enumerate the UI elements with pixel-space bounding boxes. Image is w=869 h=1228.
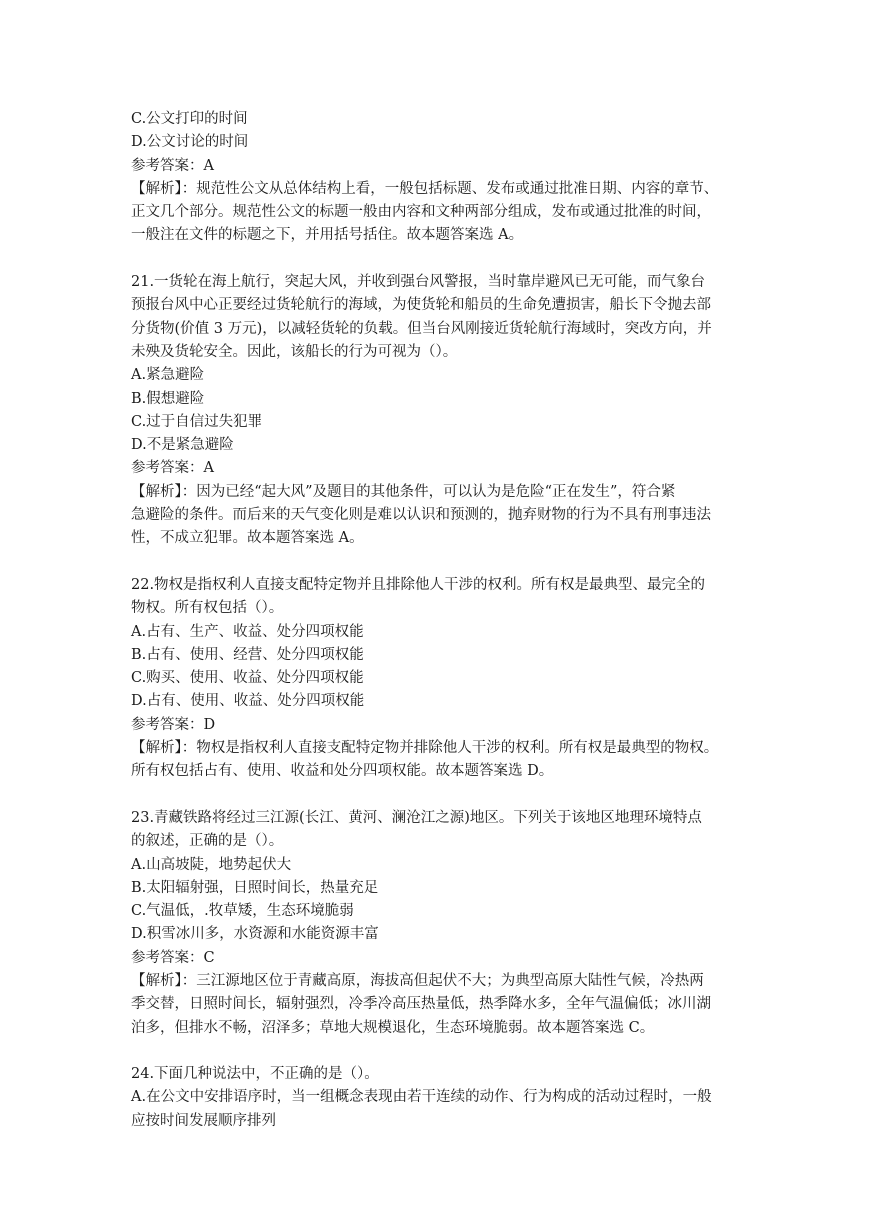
text-line: 【解析】：因为已经“起大风”及题目的其他条件，可以认为是危险“正在发生”，符合紧 [131, 483, 676, 500]
text-line: A.占有、生产、收益、处分四项权能 [131, 623, 364, 640]
text-line: D.积雪冰川多，水资源和水能资源丰富 [131, 926, 379, 943]
text-line: 应按时间发展顺序排列 [131, 1112, 276, 1129]
text-line: 未殃及货轮安全。因此，该船长的行为可视为（）。 [131, 343, 458, 360]
text-line: 23.青藏铁路将经过三江源(长江、黄河、澜沧江之源)地区。下列关于该地区地理环境特点 [131, 809, 702, 826]
text-line: 【解析】：物权是指权利人直接支配特定物并排除他人干涉的权利。所有权是最典型的物权。 [131, 740, 719, 757]
text-line: 物权。所有权包括（）。 [131, 600, 284, 617]
text-line: A.山高坡陡，地势起伏大 [131, 856, 292, 873]
paragraph-gap [131, 784, 741, 807]
text-line: 【解析】：规范性公文从总体结构上看，一般包括标题、发布或通过批准日期、内容的章节、 [131, 180, 719, 197]
text-line: D.占有、使用、收益、处分四项权能 [131, 693, 365, 710]
text-line: 预报台风中心正要经过货轮航行的海域，为使货轮和船员的生命免遭损害，船长下令抛去部 [131, 297, 711, 314]
text-line: 的叙述，正确的是（）。 [131, 833, 284, 850]
text-line: B.太阳辐射强，日照时间长，热量充足 [131, 879, 379, 896]
document-page [131, 108, 741, 1133]
text-line: 一般注在文件的标题之下，并用括号括住。故本题答案选 A。 [131, 227, 524, 244]
text-line: 性，不成立犯罪。故本题答案选 A。 [131, 530, 364, 547]
text-line: C.气温低，.牧草矮，生态环境脆弱 [131, 903, 354, 920]
paragraph-gap [131, 551, 741, 574]
text-line: C.购买、使用、收益、处分四项权能 [131, 670, 364, 687]
text-line: 24.下面几种说法中，不正确的是（）。 [131, 1066, 379, 1083]
text-line: 参考答案：A [131, 460, 214, 477]
text-line: 正文几个部分。规范性公文的标题一般由内容和文种两部分组成，发布或通过批准的时间， [131, 204, 711, 221]
text-line: 参考答案：A [131, 157, 214, 174]
paragraph-gap [131, 1040, 741, 1063]
paragraph-gap [131, 248, 741, 271]
text-line: 【解析】：三江源地区位于青藏高原，海拔高但起伏不大；为典型高原大陆性气候，冷热两 [131, 972, 704, 989]
text-line: 分货物(价值 3 万元)，以减轻货轮的负载。但当台风刚接近货轮航行海域时，突改方向，并 [131, 320, 712, 337]
text-line: B.假想避险 [131, 390, 205, 407]
text-line: A.紧急避险 [131, 367, 205, 384]
text-line: 21.一货轮在海上航行，突起大风，并收到强台风警报，当时靠岸避风已无可能，而气象台 [131, 274, 706, 291]
text-line: 急避险的条件。而后来的天气变化则是难以认识和预测的，抛弃财物的行为不具有刑事违法 [131, 507, 711, 524]
text-line: 所有权包括占有、使用、收益和处分四项权能。故本题答案选 D。 [131, 763, 554, 780]
text-line: D.公文讨论的时间 [131, 134, 249, 151]
text-line: 参考答案：D [131, 716, 216, 733]
text-line: C.过于自信过失犯罪 [131, 413, 263, 430]
text-line: 参考答案：C [131, 949, 215, 966]
text-line: 泊多，但排水不畅，沼泽多；草地大规模退化，生态环境脆弱。故本题答案选 C。 [131, 1019, 655, 1036]
text-line: D.不是紧急避险 [131, 437, 234, 454]
text-line: B.占有、使用、经营、处分四项权能 [131, 646, 364, 663]
text-line: C.公文打印的时间 [131, 111, 248, 127]
text-line: A.在公文中安排语序时，当一组概念表现由若干连续的动作、行为构成的活动过程时，一般 [131, 1089, 712, 1106]
text-line: 22.物权是指权利人直接支配特定物并且排除他人干涉的权利。所有权是最典型、最完全的 [131, 576, 706, 593]
text-line: 季交替，日照时间长，辐射强烈，冷季冷高压热量低，热季降水多，全年气温偏低；冰川湖 [131, 996, 711, 1013]
